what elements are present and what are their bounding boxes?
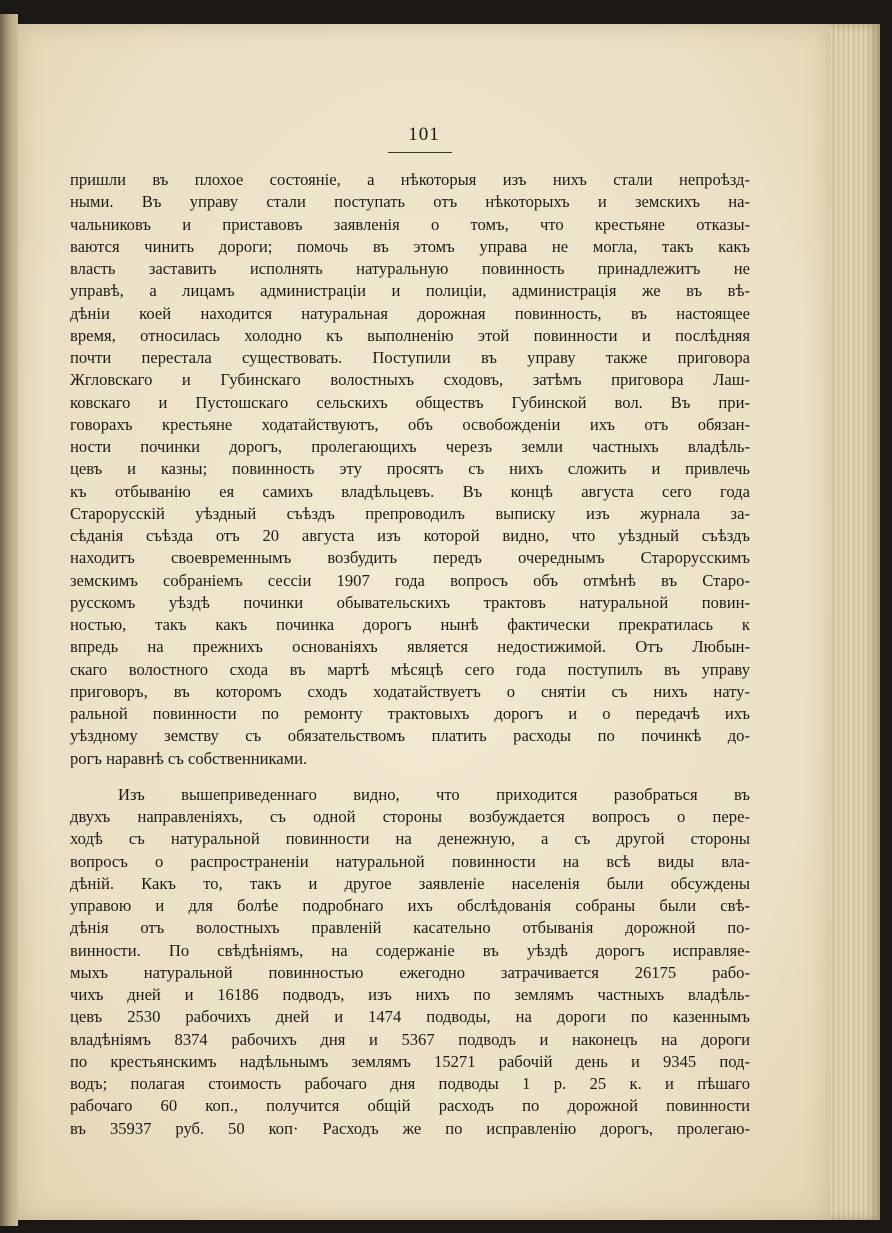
text-line: власть заставить исполнять натуральную повинность принадлежитъ не: [70, 259, 750, 278]
text-line: въ 35937 руб. 50 коп· Расходъ же по исправленію дорогъ, пролегаю-: [70, 1118, 750, 1138]
paragraph: [70, 784, 750, 1140]
text-line: дѣній. Какъ то, такъ и другое заявленіе населенія были обсуждены: [70, 873, 750, 893]
text-line: ностью, такъ какъ починка дорогъ нынѣ фактически прекратилась к: [70, 615, 750, 634]
text-line: находитъ своевременнымъ возбудить передъ очереднымъ Старорусскимъ: [70, 548, 750, 568]
text-line: время, относилась холодно къ выполненію этой повинности и послѣдняя: [70, 325, 750, 345]
page-number: 101: [408, 124, 440, 145]
text-line: приговоръ, въ которомъ сходъ ходатайствуетъ о снятіи съ нихъ нату-: [70, 681, 750, 701]
text-line: управою и для болѣе подробнаго ихъ обслѣдованія собраны были свѣ-: [70, 896, 750, 915]
body-text: [70, 169, 750, 1140]
text-line: говорахъ крестьяне ходатайствуютъ, объ освобожденіи ихъ отъ обязан-: [70, 414, 750, 434]
text-line: владѣніямъ 8374 рабочихъ дня и 5367 подводъ и наконецъ на дороги: [70, 1029, 750, 1049]
text-line: Изъ вышеприведеннаго видно, что приходится разобраться въ: [118, 784, 750, 804]
text-line: ности починки дорогъ, пролегающихъ черезъ земли частныхъ владѣль-: [70, 437, 750, 456]
text-line: ваются чинить дороги; помочь въ этомъ управа не могла, такъ какъ: [70, 236, 750, 256]
text-line: земскимъ собраніемъ сессіи 1907 года вопросъ объ отмѣнѣ въ Старо-: [70, 570, 750, 590]
text-line: водъ; полагая стоимость рабочаго дня подводы 1 р. 25 к. и пѣшаго: [70, 1074, 750, 1093]
text-line: управѣ, а лицамъ администраціи и полиціи, администрація же въ вѣ-: [70, 281, 750, 301]
text-line: впредь на прежнихъ основаніяхъ является недостижимой. Отъ Любын-: [70, 637, 750, 657]
text-line: цевъ и казны; повинность эту просятъ съ нихъ сложить и привлечь: [70, 459, 750, 479]
text-line: Жгловскаго и Губинскаго волостныхъ сходовъ, затѣмъ приговора Лаш-: [70, 370, 750, 390]
text-line: русскомъ уѣздѣ починки обывательскихъ трактовъ натуральной повин-: [70, 592, 750, 612]
text-line: вопросъ о распространеніи натуральной повинности на всѣ виды вла-: [70, 851, 750, 871]
book-page: [18, 24, 830, 1220]
left-page-edge: [0, 14, 18, 1226]
text-line: дѣнія отъ волостныхъ правленій касательно отбыванія дорожной по-: [70, 918, 750, 938]
text-line: почти перестала существовать. Поступили въ управу также приговора: [70, 348, 750, 367]
text-line: Старорусскій уѣздный съѣздъ препроводилъ выписку изъ журнала за-: [70, 503, 750, 523]
paragraph-gap: [70, 770, 750, 784]
text-line: мыхъ натуральной повинностью ежегодно затрачивается 26175 рабо-: [70, 962, 750, 982]
text-line: сѣданія съѣзда отъ 20 августа изъ которой видно, что уѣздный съѣздъ: [70, 526, 750, 545]
text-line: уѣздному земству съ обязательствомъ платить расходы по починкѣ до-: [70, 726, 750, 746]
text-line: цевъ 2530 рабочихъ дней и 1474 подводы, на дороги по казеннымъ: [70, 1007, 750, 1027]
text-line: ковскаго и Пустошскаго сельскихъ обществъ Губинской вол. Въ при-: [70, 392, 750, 412]
text-line: скаго волостного схода въ мартѣ мѣсяцѣ сего года поступилъ въ управу: [70, 659, 750, 679]
paragraph: [70, 169, 750, 770]
text-line: ными. Въ управу стали поступать отъ нѣкоторыхъ и земскихъ на-: [70, 192, 750, 212]
text-line: рогъ наравнѣ съ собственниками.: [70, 748, 308, 768]
text-line: дѣніи коей находится натуральная дорожная повинность, въ настоящее: [70, 303, 750, 323]
text-line: винности. По свѣдѣніямъ, на содержаніе въ уѣздѣ дорогъ исправляе-: [70, 940, 750, 960]
page-stack-edge: [830, 24, 880, 1220]
text-line: ходѣ съ натуральной повинности на денежную, а съ другой стороны: [70, 829, 750, 849]
text-line: ральной повинности по ремонту трактовыхъ дорогъ и о передачѣ ихъ: [70, 704, 750, 723]
text-line: по крестьянскимъ надѣльнымъ землямъ 15271 рабочій день и 9345 под-: [70, 1051, 750, 1071]
text-line: пришли въ плохое состояніе, а нѣкоторыя изъ нихъ стали непроѣзд-: [70, 170, 750, 189]
text-line: рабочаго 60 коп., получится общій расходъ по дорожной повинности: [70, 1096, 750, 1116]
text-line: двухъ направленіяхъ, съ одной стороны возбуждается вопросъ о пере-: [70, 807, 750, 826]
text-line: чальниковъ и приставовъ заявленія о томъ, что крестьяне отказы-: [70, 214, 750, 234]
page-number-rule: [388, 152, 452, 153]
text-line: чихъ дней и 16186 подводъ, изъ нихъ по землямъ частныхъ владѣль-: [70, 985, 750, 1004]
text-line: къ отбыванію ея самихъ владѣльцевъ. Въ концѣ августа сего года: [70, 481, 750, 501]
